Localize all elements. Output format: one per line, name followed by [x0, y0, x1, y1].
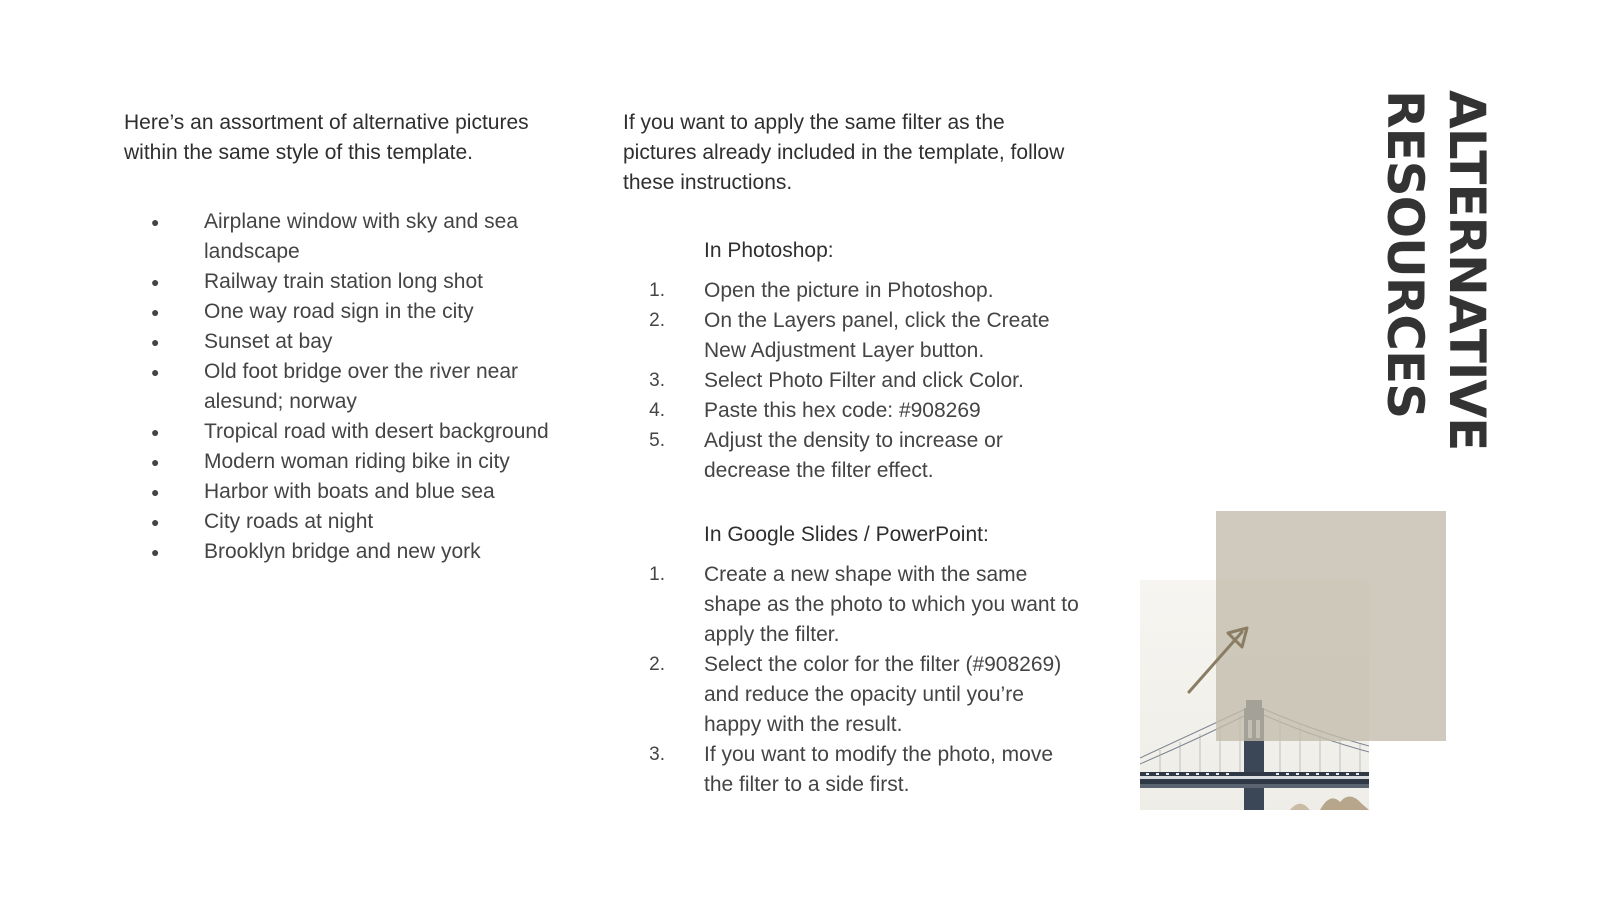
- list-item: 1. Create a new shape with the same shape as the photo to which you want to apply the filter.: [649, 563, 1079, 646]
- list-item: ● Airplane window with sky and sea landscape: [124, 207, 564, 267]
- list-item: 4. Paste this hex code: #908269: [649, 399, 981, 422]
- list-item: ● Tropical road with desert background: [124, 417, 564, 447]
- google-slides-heading: In Google Slides / PowerPoint:: [704, 523, 989, 546]
- bullet-icon: ●: [151, 334, 160, 350]
- list-item: 5. Adjust the density to increase or decrease the filter effect.: [649, 429, 1003, 482]
- list-item: ● City roads at night: [124, 507, 564, 537]
- arrow-up-right-icon: [1180, 620, 1260, 700]
- photoshop-heading: In Photoshop:: [704, 239, 834, 262]
- title-line-1: ALTERNATIVE: [1438, 90, 1496, 451]
- list-item: ● Old foot bridge over the river near alesund; norway: [124, 357, 564, 417]
- bullet-icon: ●: [151, 364, 160, 380]
- bullet-icon: ●: [151, 454, 160, 470]
- bullet-icon: ●: [151, 274, 160, 290]
- title-line-2: RESOURCES: [1376, 90, 1434, 419]
- google-slides-steps: [623, 560, 1083, 800]
- slide-title: [1374, 90, 1498, 450]
- list-item: ● Railway train station long shot: [124, 267, 564, 297]
- list-item: ● Sunset at bay: [124, 327, 564, 357]
- bullet-icon: ●: [151, 424, 160, 440]
- photoshop-steps: [623, 276, 1083, 486]
- bullet-icon: ●: [151, 304, 160, 320]
- list-item: ● Modern woman riding bike in city: [124, 447, 564, 477]
- bullet-icon: ●: [151, 484, 160, 500]
- bullet-icon: ●: [151, 544, 160, 560]
- intro-right-text: If you want to apply the same filter as the pictures already included in the template, follow these instructions.: [623, 111, 1065, 194]
- list-item: 2. On the Layers panel, click the Create New Adjustment Layer button.: [649, 309, 1050, 362]
- list-item: 2. Select the color for the filter (#908269) and reduce the opacity until you’re happy with the result.: [649, 653, 1062, 736]
- bullet-icon: ●: [151, 514, 160, 530]
- list-item: ● Brooklyn bridge and new york: [124, 537, 564, 567]
- list-item: ● Harbor with boats and blue sea: [124, 477, 564, 507]
- list-item: 3. If you want to modify the photo, move the filter to a side first.: [649, 743, 1054, 796]
- intro-left-text: Here’s an assortment of alternative pictures within the same style of this template.: [124, 111, 529, 164]
- list-item: ● One way road sign in the city: [124, 297, 564, 327]
- list-item: 1. Open the picture in Photoshop.: [649, 279, 994, 302]
- pictures-list: [124, 207, 564, 567]
- list-item: 3. Select Photo Filter and click Color.: [649, 369, 1024, 392]
- bullet-icon: ●: [151, 214, 160, 230]
